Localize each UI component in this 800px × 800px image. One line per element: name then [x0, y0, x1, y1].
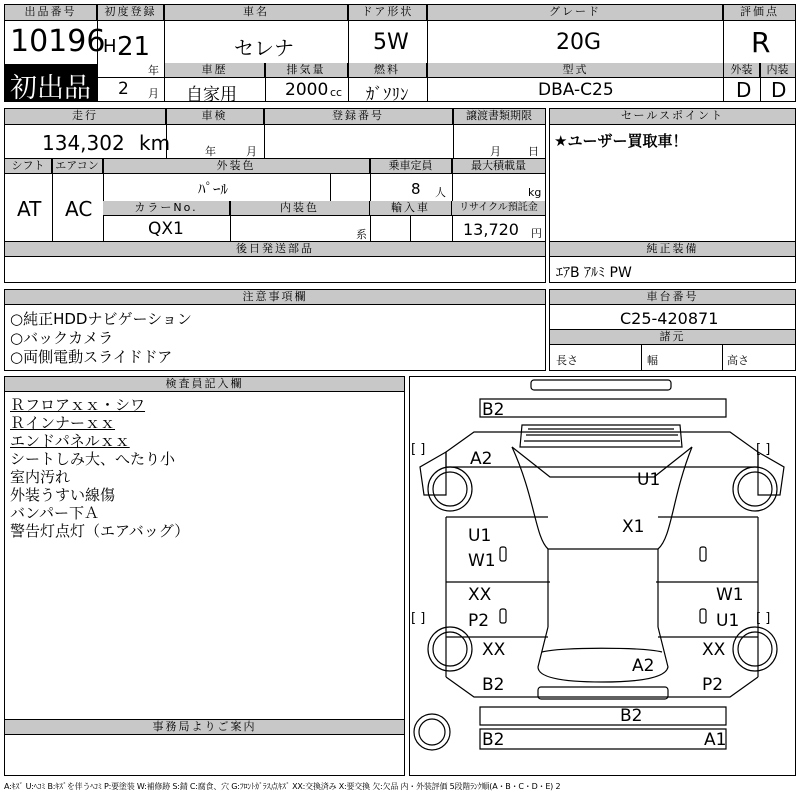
- car-name-label: 車名: [165, 5, 348, 21]
- divider: [103, 159, 104, 241]
- displacement-label: 排気量: [265, 63, 348, 78]
- grade-label: グレード: [428, 5, 723, 21]
- notes-label: 注意事項欄: [5, 290, 545, 305]
- capacity-unit: 人: [435, 186, 446, 199]
- dims-length: 長さ: [556, 354, 578, 367]
- interior-score: D: [771, 78, 787, 102]
- damage-mark: XX: [702, 640, 726, 660]
- payload-unit: kg: [528, 186, 542, 199]
- damage-mark: X1: [622, 517, 645, 537]
- divider: [330, 174, 331, 201]
- damage-mark: XX: [468, 585, 492, 605]
- exterior-label: 外装: [724, 63, 760, 78]
- recycle-unit: 円: [531, 227, 542, 240]
- score-label: 評価点: [724, 5, 795, 21]
- reg-month: 2: [118, 79, 129, 99]
- office-label: 事務局よりご案内: [5, 720, 404, 735]
- notes-line: ○純正HDDナビゲーション: [10, 310, 192, 328]
- transfer-month-unit: 月: [490, 145, 501, 158]
- color-value: ﾊﾟｰﾙ: [198, 180, 229, 198]
- interior-color-unit: 系: [356, 228, 367, 241]
- payload-label: 最大積載量: [452, 159, 545, 174]
- era-letter: H: [103, 36, 117, 57]
- divider: [52, 159, 53, 241]
- divider: [265, 63, 266, 101]
- ac-label: エアコン: [52, 159, 103, 174]
- bracket-left-2: [ ]: [411, 611, 426, 626]
- capacity-label: 乗車定員: [370, 159, 452, 174]
- damage-mark: U1: [716, 611, 740, 631]
- model-label: 型式: [428, 63, 723, 78]
- damage-mark: B2: [482, 400, 505, 420]
- fuel-value: ｶﾞｿﾘﾝ: [366, 85, 409, 105]
- car-name: セレナ: [234, 36, 294, 60]
- interior-color-label: 内装色: [230, 201, 370, 216]
- mileage-label: 走行: [5, 109, 166, 125]
- damage-mark: B2: [482, 730, 505, 750]
- inspector-line: バンパー下Ａ: [10, 504, 99, 522]
- divider: [641, 345, 642, 370]
- door-label: ドア形状: [349, 5, 427, 21]
- inspection-label: 車検: [166, 109, 264, 125]
- damage-mark: U1: [468, 526, 492, 546]
- inspector-line: 室内汚れ: [10, 468, 71, 486]
- sales-point-label: セールスポイント: [550, 109, 795, 125]
- year-unit: 年: [148, 64, 159, 77]
- first-listing-text: 初出品: [10, 73, 91, 104]
- ac-value: AC: [65, 197, 93, 221]
- history-label: 車歴: [165, 63, 265, 78]
- chassis-label: 車台番号: [550, 290, 795, 305]
- lot-no-label: 出品番号: [5, 5, 97, 21]
- notes-line: ○バックカメラ: [10, 329, 114, 347]
- inspector-label: 検査員記入欄: [5, 377, 404, 392]
- chassis-number: C25-420871: [620, 309, 719, 328]
- damage-mark: B2: [620, 706, 643, 726]
- inspection-month-unit: 月: [246, 145, 257, 158]
- bracket-right-1: [ ]: [756, 442, 771, 457]
- dims-width: 幅: [647, 354, 658, 367]
- bracket-left-1: [ ]: [411, 442, 426, 457]
- displacement-unit: cc: [330, 86, 343, 99]
- notes-line: ○両側電動スライドドア: [10, 348, 173, 366]
- divider: [98, 77, 164, 78]
- dims-height: 高さ: [727, 354, 749, 367]
- dims-label: 諸元: [550, 330, 795, 345]
- damage-mark: W1: [716, 585, 744, 605]
- bracket-right-2: [ ]: [756, 611, 771, 626]
- import-label: 輸入車: [370, 201, 452, 216]
- inspector-line: エンドパネルｘｘ: [10, 432, 130, 450]
- divider: [264, 109, 265, 158]
- lot-number: 10196: [10, 24, 106, 59]
- equipment-label: 純正装備: [550, 242, 795, 257]
- door-type: 5W: [373, 30, 409, 55]
- color-no-label: カラーNo.: [103, 201, 230, 216]
- shift-value: AT: [17, 197, 42, 221]
- inspector-line: シートしみ大、へたり小: [10, 450, 176, 468]
- damage-mark: B2: [482, 675, 505, 695]
- legend-text: A:ｷｽﾞ U:ﾍｺﾐ B:ｷｽﾞを伴うﾍｺﾐ P:要塗装 W:補修跡 S:錆 C:腐食、穴 G:ﾌﾛﾝﾄｶﾞﾗｽ点ｷｽﾞ XX:交換済み X:要交換 欠:欠品 内・外装評価 5段階ﾗﾝｸ順(A・B・C・D・E) 2: [4, 782, 561, 791]
- car-diagram: [410, 377, 795, 775]
- model-value: DBA-C25: [538, 80, 614, 100]
- divider: [722, 345, 723, 370]
- inspector-line: Ｒフロアｘｘ・シワ: [10, 396, 146, 414]
- color-label: 外装色: [103, 159, 370, 174]
- divider: [452, 159, 453, 241]
- transfer-label: 譲渡書類期限: [453, 109, 545, 125]
- mileage-unit: km: [139, 131, 171, 155]
- capacity-value: 8: [411, 180, 421, 198]
- recycle-label: リサイクル預託金: [452, 201, 545, 216]
- damage-mark: P2: [468, 611, 490, 631]
- damage-mark: W1: [468, 551, 496, 571]
- grade: 20G: [556, 30, 602, 55]
- score: R: [751, 26, 771, 59]
- color-no-value: QX1: [148, 219, 184, 239]
- interior-label: 内装: [760, 63, 795, 78]
- exterior-score: D: [736, 78, 752, 102]
- later-parts-label: 後日発送部品: [5, 242, 545, 257]
- divider: [230, 201, 231, 241]
- history-value: 自家用: [186, 85, 237, 105]
- damage-mark: A2: [632, 656, 655, 676]
- fuel-label: 燃料: [348, 63, 427, 78]
- recycle-value: 13,720: [463, 220, 519, 239]
- damage-mark: U1: [637, 470, 661, 490]
- equipment-text: ｴｱB ｱﾙﾐ PW: [556, 265, 632, 281]
- reg-no-label: 登録番号: [264, 109, 453, 125]
- first-reg-label: 初度登録: [98, 5, 164, 21]
- month-unit: 月: [148, 87, 159, 100]
- divider: [370, 159, 371, 241]
- divider: [760, 63, 761, 101]
- divider: [410, 216, 411, 241]
- divider: [453, 109, 454, 158]
- displacement-value: 2000: [285, 80, 329, 100]
- shift-label: シフト: [5, 159, 52, 174]
- inspector-line: 警告灯点灯（エアバッグ）: [10, 522, 190, 540]
- damage-mark: XX: [482, 640, 506, 660]
- transfer-day-unit: 日: [528, 145, 539, 158]
- inspector-line: 外装うすい線傷: [10, 486, 116, 504]
- divider: [348, 63, 349, 101]
- inspector-line: Ｒインナーｘｘ: [10, 414, 116, 432]
- mileage-value: 134,302: [42, 131, 125, 155]
- sales-point-text: ★ユーザー買取車！: [554, 132, 688, 150]
- reg-year: 21: [117, 32, 151, 62]
- front-bumper-shape: [480, 399, 726, 417]
- damage-mark: A1: [704, 730, 727, 750]
- inspection-year-unit: 年: [205, 145, 216, 158]
- damage-mark: P2: [702, 675, 724, 695]
- damage-mark: A2: [470, 449, 493, 469]
